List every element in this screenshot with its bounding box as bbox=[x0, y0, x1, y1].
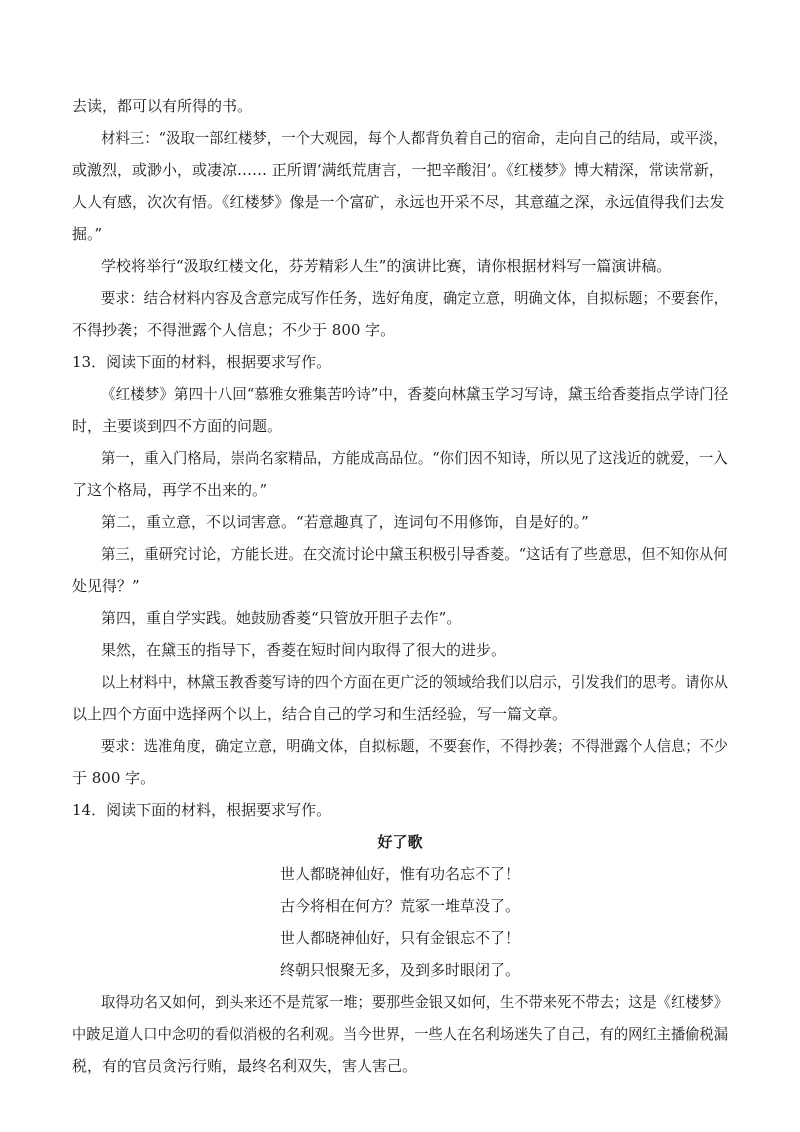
text-line: 要求：选准角度，确定立意，明确文体，自拟标题，不要套作，不得抄袭；不得泄露个人信息；不少 bbox=[101, 737, 729, 755]
text-line: 以上材料中，林黛玉教香菱写诗的四个方面在更广泛的领域给我们以启示，引发我们的思考。请你从 bbox=[101, 673, 729, 691]
poem-line: 古今将相在何方？荒冢一堆草没了。 bbox=[279, 897, 520, 915]
poem-line: 世人都晓神仙好，惟有功名忘不了！ bbox=[279, 865, 520, 883]
text-line: 果然，在黛玉的指导下，香菱在短时间内取得了很大的进步。 bbox=[101, 641, 507, 659]
text-line: 学校将举行“汲取红楼文化，芬芳精彩人生”的演讲比赛，请你根据材料写一篇演讲稿。 bbox=[101, 257, 672, 275]
text-line: 人人有感，次次有悟。《红楼梦》像是一个富矿，永远也开采不尽，其意蕴之深，永远值得我们去发 bbox=[72, 193, 725, 211]
poem-line: 世人都晓神仙好，只有金银忘不了！ bbox=[279, 929, 520, 947]
text-line: 第二，重立意，不以词害意。“若意趣真了，连词句不用修饰，自是好的。” bbox=[101, 513, 589, 531]
poem-line: 终朝只恨聚无多，及到多时眼闭了。 bbox=[279, 961, 520, 979]
text-line: 取得功名又如何，到头来还不是荒冢一堆；要那些金银又如何，生不带来死不带去；这是《红楼梦》 bbox=[101, 993, 729, 1011]
text-line: 第三，重研究讨论，方能长进。在交流讨论中黛玉积极引导香菱。“这话有了些意思，但不知你从何 bbox=[101, 545, 728, 563]
text-line: 不得抄袭；不得泄露个人信息；不少于 800 字。 bbox=[72, 321, 396, 339]
text-line: 掘。” bbox=[72, 225, 103, 243]
text-line: 材料三：“汲取一部红楼梦，一个大观园，每个人都背负着自己的宿命，走向自己的结局，或平淡， bbox=[101, 129, 728, 147]
poem-title: 好了歌 bbox=[377, 833, 423, 851]
text-line: 以上四个方面中选择两个以上，结合自己的学习和生活经验，写一篇文章。 bbox=[72, 705, 568, 723]
text-line: 第一，重入门格局，崇尚名家精品，方能成高品位。“你们因不知诗，所以见了这浅近的就爱，一入 bbox=[101, 449, 728, 467]
text-line: 第四，重自学实践。她鼓励香菱“只管放开胆子去作”。 bbox=[101, 609, 462, 627]
text-line: 《红楼梦》第四十八回“慕雅女雅集苦吟诗”中，香菱向林黛玉学习写诗，黛玉给香菱指点学诗门径 bbox=[101, 385, 729, 403]
text-line: 去读，都可以有所得的书。 bbox=[72, 97, 253, 115]
text-line: 了这个格局，再学不出来的。” bbox=[72, 481, 268, 499]
text-line: 或激烈，或渺小，或凄凉…… 正所谓‘满纸荒唐言，一把辛酸泪’。《红楼梦》博大精深，常读常新， bbox=[72, 161, 724, 179]
text-line: 于 800 字。 bbox=[72, 769, 156, 787]
text-line: 时，主要谈到四不方面的问题。 bbox=[72, 417, 283, 435]
question-heading: 14．阅读下面的材料，根据要求写作。 bbox=[72, 801, 332, 819]
text-line: 税，有的官员贪污行贿，最终名利双失，害人害己。 bbox=[72, 1057, 418, 1075]
text-line: 处见得？” bbox=[72, 577, 140, 595]
text-line: 中跛足道人口中念叨的看似消极的名利观。当今世界，一些人在名利场迷失了自己，有的网红主播偷税漏 bbox=[72, 1025, 728, 1043]
text-line: 要求：结合材料内容及含意完成写作任务，选好角度，确定立意，明确文体，自拟标题；不要套作， bbox=[101, 289, 729, 307]
question-heading: 13．阅读下面的材料，根据要求写作。 bbox=[72, 353, 332, 371]
